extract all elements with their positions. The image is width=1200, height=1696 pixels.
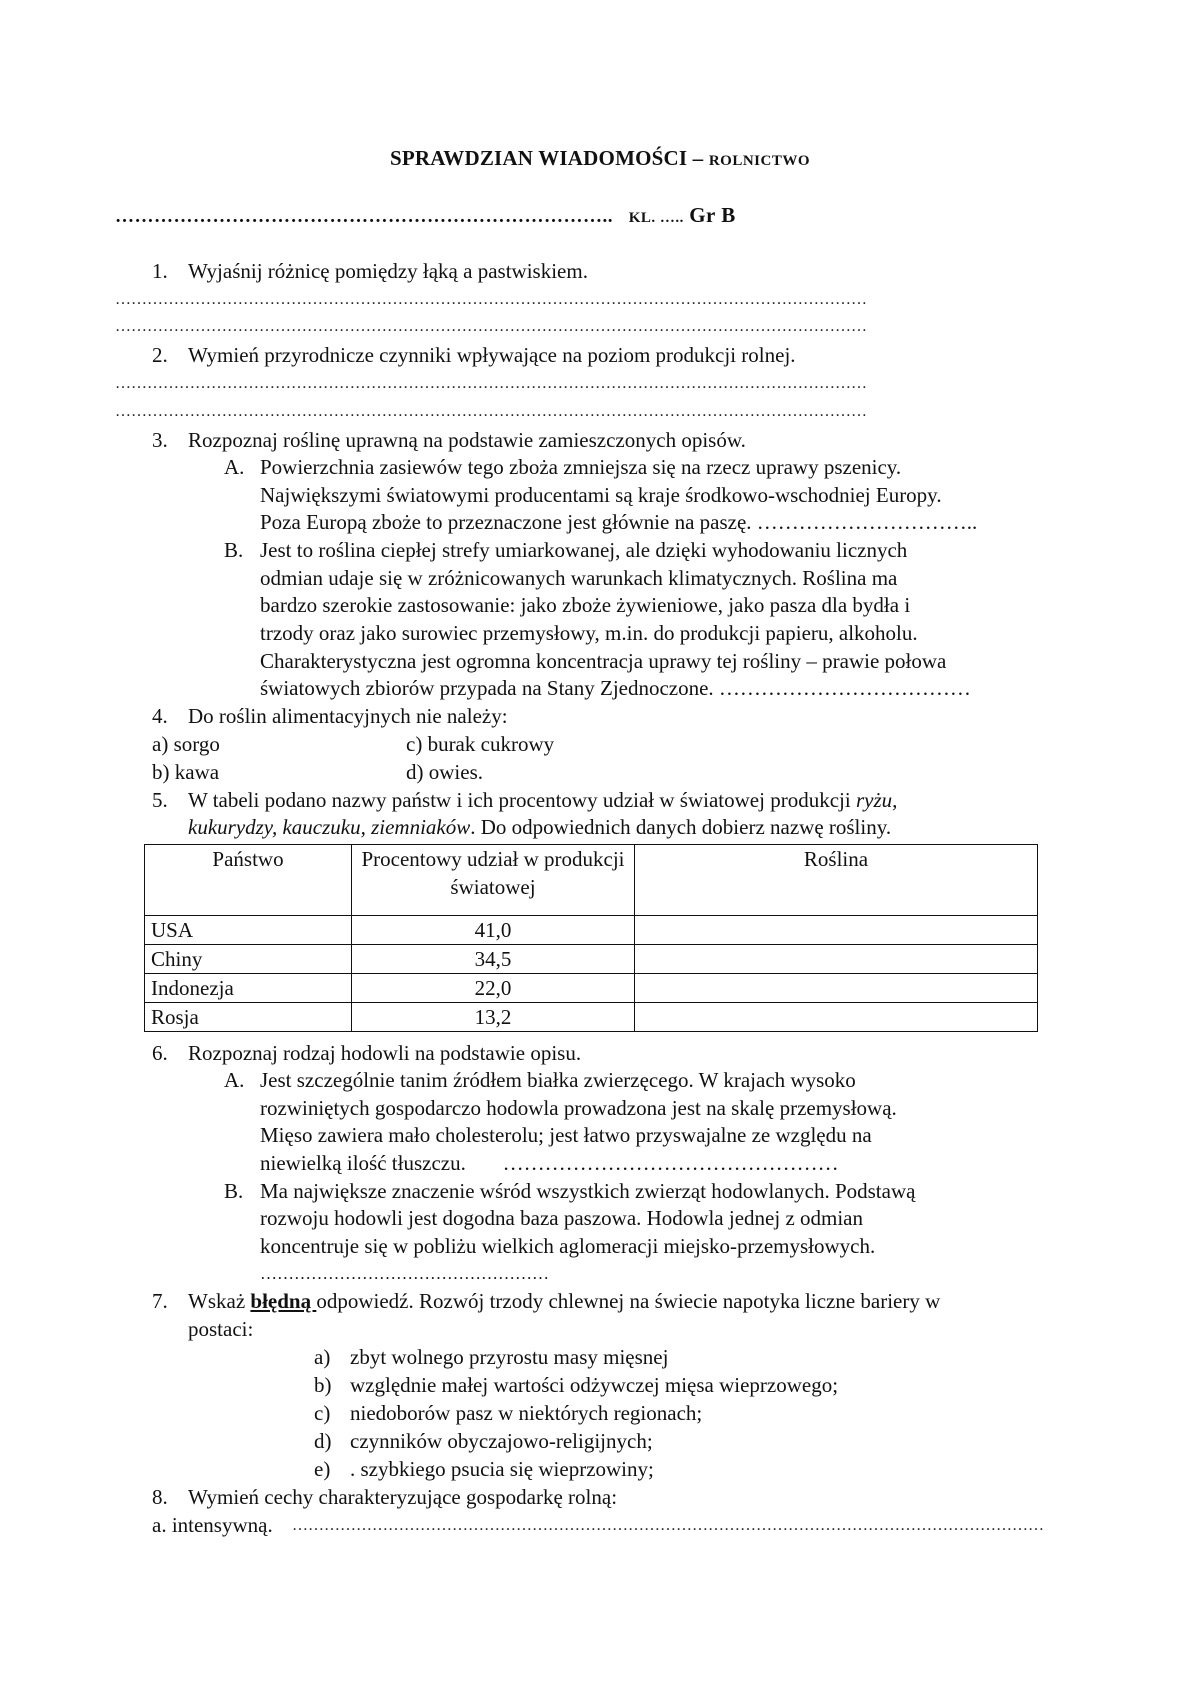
answer-option[interactable]: czynników obyczajowo-religijnych; xyxy=(350,1429,653,1453)
question-text: postaci: xyxy=(188,1317,254,1341)
percent-cell: 41,0 xyxy=(352,916,635,945)
answer-item-label: a. intensywną. xyxy=(152,1513,273,1537)
name-field[interactable]: ………………………………………………………………….. xyxy=(115,206,613,227)
answer-line[interactable]: …………………………………………… xyxy=(260,1264,549,1283)
question-number: 4. xyxy=(152,704,168,728)
description-line: odmian udaje się w zróżnicowanych warunkach klimatycznych. Roślina ma xyxy=(260,566,898,590)
country-cell: Chiny xyxy=(145,945,352,974)
description-line: Charakterystyczna jest ogromna koncentracja uprawy tej rośliny – prawie połowa xyxy=(260,649,947,673)
question-text: kukurydzy, kauczuku, ziemniaków. Do odpowiednich danych dobierz nazwę rośliny. xyxy=(188,815,892,839)
country-cell: Rosja xyxy=(145,1003,352,1032)
option-label: B. xyxy=(224,1179,244,1203)
option-label: A. xyxy=(224,455,245,479)
question-number: 7. xyxy=(152,1289,168,1313)
answer-line[interactable]: …………………………………………………………………………………………………………………………… xyxy=(115,403,867,420)
production-table xyxy=(144,844,1038,1032)
plant-answer-cell[interactable] xyxy=(635,1003,1038,1032)
description-line: światowych zbiorów przypada na Stany Zjednoczone. ……………………………… xyxy=(260,676,971,700)
question-number: 5. xyxy=(152,788,168,812)
description-line: Mięso zawiera mało cholesterolu; jest łatwo przyswajalne ze względu na xyxy=(260,1123,872,1147)
question-text: Wymień przyrodnicze czynniki wpływające na poziom produkcji rolnej. xyxy=(188,343,796,367)
question-number: 8. xyxy=(152,1485,168,1509)
answer-line[interactable]: …………………………………………………………………………………………………………………………… xyxy=(115,318,867,335)
answer-line[interactable]: …………………………………………………………………………………………………………………………… xyxy=(115,291,867,308)
option-label: A. xyxy=(224,1068,245,1092)
description-line: Poza Europą zboże to przeznaczone jest głównie na paszę. ………………………….. xyxy=(260,510,978,534)
question-number: 6. xyxy=(152,1041,168,1065)
answer-option-a[interactable]: a) sorgo xyxy=(152,732,220,756)
description-line: Jest to roślina ciepłej strefy umiarkowanej, ale dzięki wyhodowaniu licznych xyxy=(260,538,908,562)
question-text: Do roślin alimentacyjnych nie należy: xyxy=(188,704,508,728)
country-cell: USA xyxy=(145,916,352,945)
question-number: 2. xyxy=(152,343,168,367)
description-line: Jest szczególnie tanim źródłem białka zwierzęcego. W krajach wysoko xyxy=(260,1068,856,1092)
option-label: c) xyxy=(314,1401,331,1425)
question-number: 3. xyxy=(152,428,168,452)
answer-option[interactable]: niedoborów pasz w niektórych regionach; xyxy=(350,1401,703,1425)
answer-option-c[interactable]: c) burak cukrowy xyxy=(406,732,555,756)
table-row xyxy=(145,1003,1038,1032)
table-row xyxy=(145,945,1038,974)
class-field[interactable]: KL. ….. xyxy=(628,210,684,226)
title-main: SPRAWDZIAN WIADOMOŚCI – xyxy=(389,146,709,170)
table-row xyxy=(145,974,1038,1003)
description-line: Największymi światowymi producentami są kraje środkowo-wschodniej Europy. xyxy=(260,483,942,507)
description-line: Powierzchnia zasiewów tego zboża zmniejsza się na rzecz uprawy pszenicy. xyxy=(260,455,902,479)
description-line: trzody oraz jako surowiec przemysłowy, m.in. do produkcji papieru, alkoholu. xyxy=(260,621,918,645)
percent-cell: 34,5 xyxy=(352,945,635,974)
plant-answer-cell[interactable] xyxy=(635,945,1038,974)
description-line: Ma największe znaczenie wśród wszystkich zwierząt hodowlanych. Podstawą xyxy=(260,1179,916,1203)
question-text: Wskaż błędną odpowiedź. Rozwój trzody chlewnej na świecie napotyka liczne bariery w xyxy=(188,1289,941,1313)
answer-line[interactable]: …………………………………………………………………………………………………………………………… xyxy=(292,1517,1044,1534)
table-row xyxy=(145,916,1038,945)
description-line: niewielką ilość tłuszczu. ………………………………………… xyxy=(260,1151,839,1175)
option-label: d) xyxy=(314,1429,332,1453)
option-label: a) xyxy=(314,1345,331,1369)
percent-cell: 13,2 xyxy=(352,1003,635,1032)
column-header: Państwo xyxy=(145,845,352,916)
title-subject: ROLNICTWO xyxy=(708,153,811,169)
answer-option[interactable]: zbyt wolnego przyrostu masy mięsnej xyxy=(350,1345,669,1369)
question-text: Rozpoznaj rodzaj hodowli na podstawie opisu. xyxy=(188,1041,582,1065)
answer-line[interactable]: …………………………………………………………………………………………………………………………… xyxy=(115,375,867,392)
page-title xyxy=(0,146,1200,171)
question-text: W tabeli podano nazwy państw i ich procentowy udział w światowej produkcji ryżu, xyxy=(188,788,898,812)
question-text: Wyjaśnij różnicę pomiędzy łąką a pastwiskiem. xyxy=(188,259,588,283)
description-line: rozwiniętych gospodarczo hodowla prowadzona jest na skalę przemysłową. xyxy=(260,1096,897,1120)
student-info-line xyxy=(115,203,736,228)
option-label: B. xyxy=(224,538,244,562)
group-label: Gr B xyxy=(689,203,736,227)
plant-answer-cell[interactable] xyxy=(635,974,1038,1003)
column-header: Procentowy udział w produkcji światowej xyxy=(352,845,635,916)
option-label: b) xyxy=(314,1373,332,1397)
answer-option-d[interactable]: d) owies. xyxy=(406,760,483,784)
question-number: 1. xyxy=(152,259,168,283)
description-line: koncentruje się w pobliżu wielkich aglomeracji miejsko-przemysłowych. xyxy=(260,1234,876,1258)
answer-option[interactable]: względnie małej wartości odżywczej mięsa wieprzowego; xyxy=(350,1373,839,1397)
column-header: Roślina xyxy=(635,845,1038,916)
answer-option[interactable]: . szybkiego psucia się wieprzowiny; xyxy=(350,1457,654,1481)
plant-answer-cell[interactable] xyxy=(635,916,1038,945)
country-cell: Indonezja xyxy=(145,974,352,1003)
question-text: Rozpoznaj roślinę uprawną na podstawie zamieszczonych opisów. xyxy=(188,428,746,452)
question-text: Wymień cechy charakteryzujące gospodarkę rolną: xyxy=(188,1485,618,1509)
description-line: rozwoju hodowli jest dogodna baza paszowa. Hodowla jednej z odmian xyxy=(260,1206,864,1230)
description-line: bardzo szerokie zastosowanie: jako zboże żywieniowe, jako pasza dla bydła i xyxy=(260,593,911,617)
answer-option-b[interactable]: b) kawa xyxy=(152,760,220,784)
option-label: e) xyxy=(314,1457,331,1481)
percent-cell: 22,0 xyxy=(352,974,635,1003)
table-header-row xyxy=(145,845,1038,916)
